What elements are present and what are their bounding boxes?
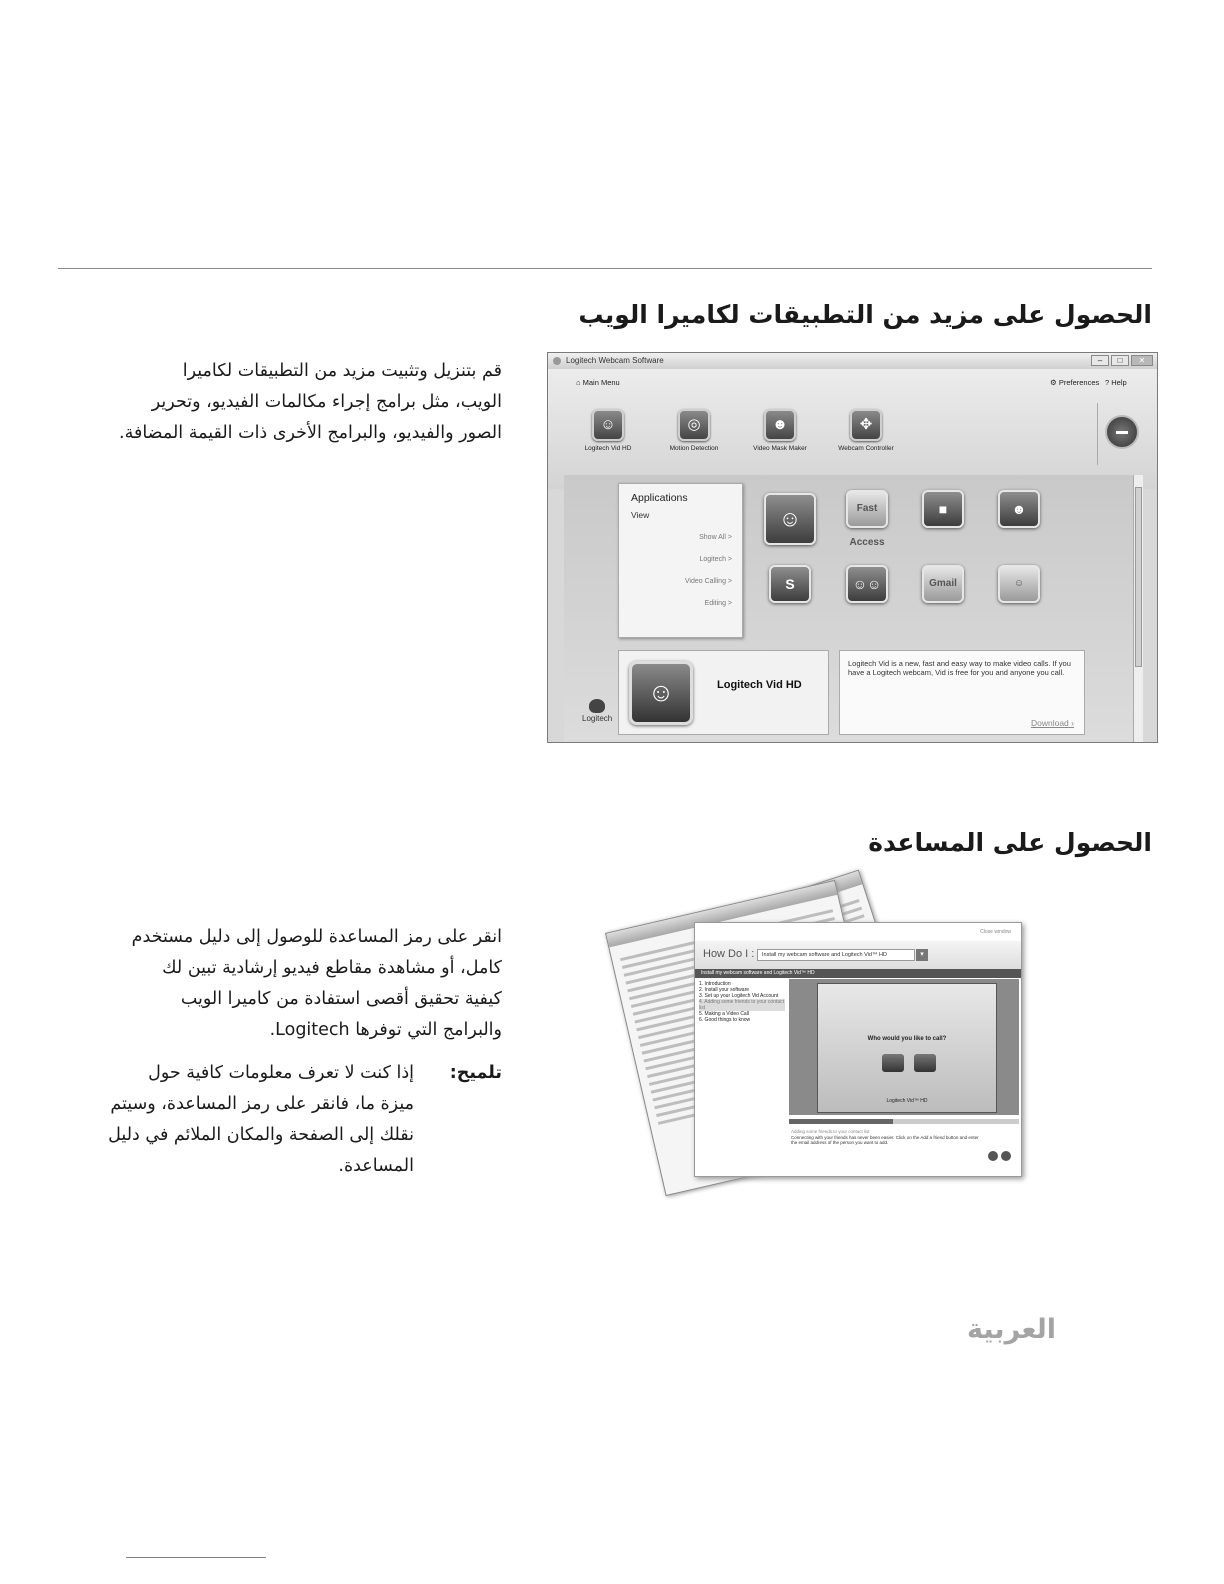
caption-nav [988,1151,1011,1161]
app-tile-vid-hd[interactable]: ☺ [764,493,816,545]
step-item[interactable]: 2. Install your software [699,987,750,993]
close-button[interactable]: ✕ [1131,355,1153,366]
video-progress[interactable] [789,1119,1019,1124]
chevron-right-icon: › [1071,718,1074,728]
maximize-button[interactable]: □ [1111,355,1129,366]
step-item[interactable]: 3. Set up your Logitech Vid Account [699,993,779,999]
app-description-card [839,650,1085,735]
section1-line: قم بتنزيل وتثبيت مزيد من التطبيقات لكاميرا [182,361,502,381]
previous-button[interactable] [988,1151,998,1161]
minimize-button[interactable]: – [1091,355,1109,366]
motion-icon: ◎ [678,409,710,441]
steps-list [699,981,785,1023]
logitech-eye-icon [589,699,605,713]
app-description: Logitech Vid is a new, fast and easy way to make video calls. If you have a Logitech webcam, Vid is free for you and anyone you call. [848,659,1071,677]
step-item[interactable]: 5. Making a Video Call [699,1011,749,1017]
window-controls [1091,355,1153,366]
home-icon: ⌂ [576,378,583,387]
step-item[interactable]: 1. Introduction [699,981,731,987]
masks-icon: ☻ [1011,501,1027,517]
help-icon: ? [1105,378,1112,387]
app-tile-yahoo[interactable] [998,565,1040,603]
gear-icon: ⚙ [1050,378,1059,387]
tip-line: ميزة ما، فانقر على رمز المساعدة، وسيتم [110,1094,414,1114]
how-do-i-bar [695,941,1021,969]
tip-line: المساعدة. [338,1156,414,1176]
toolbar-app-webcam-controller[interactable]: ✥ Webcam Controller [826,409,906,453]
scrollbar[interactable] [1133,475,1143,743]
app-logo-icon [553,357,561,365]
panel-view: View [631,510,650,520]
webcam-software-screenshot [547,352,1158,743]
app-tile-camera[interactable] [922,490,964,528]
close-window-link[interactable]: Close window [980,929,1011,935]
window-title: Logitech Webcam Software [566,356,664,365]
how-do-i-window [694,922,1022,1177]
window-titlebar [548,353,1157,369]
tip-line: نقلك إلى الصفحة والمكان الملائم في دليل [108,1125,414,1145]
remove-button[interactable] [1105,415,1139,449]
toolbar-app-vid-hd[interactable]: ☺ Logitech Vid HD [568,409,648,453]
panel-title: Applications [631,492,688,504]
preferences-link[interactable]: ⚙ Preferences [1050,378,1100,387]
caption-text: Connecting with your friends has never been easier. Click on the Add a friend button and enter the email address of the person you want to add. [791,1134,979,1145]
tip-paragraph [108,1058,414,1182]
tip-line: إذا كنت لا تعرف معلومات كافية حول [148,1063,414,1083]
phone-icon [914,1054,936,1072]
buddies-icon: ☺☺ [852,576,882,592]
step-item-selected[interactable]: 4. Adding some friends to your contact list [699,999,785,1011]
video-frame [817,983,997,1113]
selected-app-name: Logitech Vid HD [717,679,802,691]
help-link[interactable]: ? Help [1105,378,1127,387]
top-divider [58,268,1152,269]
section1-line: الصور والفيديو، والبرامج الأخرى ذات القيمة المضافة. [119,423,502,443]
how-do-i-label: How Do I : [703,948,755,960]
call-person-icon [882,1054,904,1072]
app-tile-masks[interactable] [998,490,1040,528]
tip-label: تلميح: [449,1063,502,1083]
main-menu-link[interactable]: ⌂ Main Menu [576,378,620,387]
selected-app-card [618,650,829,735]
section2-line: كيفية تحقيق أقصى استفادة من كاميرا الويب [180,989,502,1009]
logitech-logo: Logitech [582,699,612,723]
toolbar [548,369,1157,489]
language-label: العربية [967,1314,1056,1345]
section1-line: الويب، مثل برامج إجراء مكالمات الفيديو، وتحرير [151,392,502,412]
filter-logitech[interactable]: Logitech > [699,556,732,563]
section2-heading: الحصول على المساعدة [868,828,1152,857]
toolbar-app-motion-detection[interactable]: ◎ Motion Detection [654,409,734,453]
mask-icon: ☻ [764,409,796,441]
caption-title: Adding some friends to your contact list [791,1129,870,1134]
filter-show-all[interactable]: Show All > [699,534,732,541]
section2-line: كامل، أو مشاهدة مقاطع فيديو إرشادية تبين لك [162,958,502,978]
app-tile-gmail[interactable]: Gmail [922,565,964,603]
controller-icon: ✥ [850,409,882,441]
topic-strip: Install my webcam software and Logitech Vid™ HD [695,969,1021,978]
video-pane [789,979,1019,1115]
section1-paragraph [119,356,502,449]
download-link[interactable]: Download › [1030,718,1074,728]
scrollbar-thumb[interactable] [1135,487,1142,667]
step-item[interactable]: 6. Good things to know [699,1017,751,1023]
filter-video-calling[interactable]: Video Calling > [684,578,732,585]
app-tile-skype[interactable]: S [769,565,811,603]
app-tile-fast-access[interactable]: Fast Access [846,490,888,528]
video-progress-fill [789,1119,893,1124]
section2-paragraph [132,922,502,1046]
section2-line: انقر على رمز المساعدة للوصول إلى دليل مستخدم [131,927,502,947]
video-app-name: Logitech Vid™ HD [886,1098,928,1104]
vid-hd-large-icon: ☺ [629,661,693,725]
video-question: Who would you like to call? [867,1036,947,1042]
person-icon: ☺ [592,409,624,441]
applications-panel [618,483,743,638]
section2-line: والبرامج التي توفرها Logitech. [269,1020,502,1040]
yahoo-smiley-icon: ☺ [1013,578,1025,589]
section1-heading: الحصول على مزيد من التطبيقات لكاميرا الويب [578,300,1152,329]
topic-dropdown[interactable]: Install my webcam software and Logitech Vid™ HD ▾ [757,949,915,961]
video-camera-icon: ■ [938,501,948,517]
filter-editing[interactable]: Editing > [704,600,732,607]
next-button[interactable] [1001,1151,1011,1161]
app-tile-messenger[interactable] [846,565,888,603]
video-caption [791,1129,981,1146]
toolbar-divider [1097,403,1098,465]
toolbar-app-video-mask[interactable]: ☻ Video Mask Maker [740,409,820,453]
footer-line [126,1557,266,1558]
